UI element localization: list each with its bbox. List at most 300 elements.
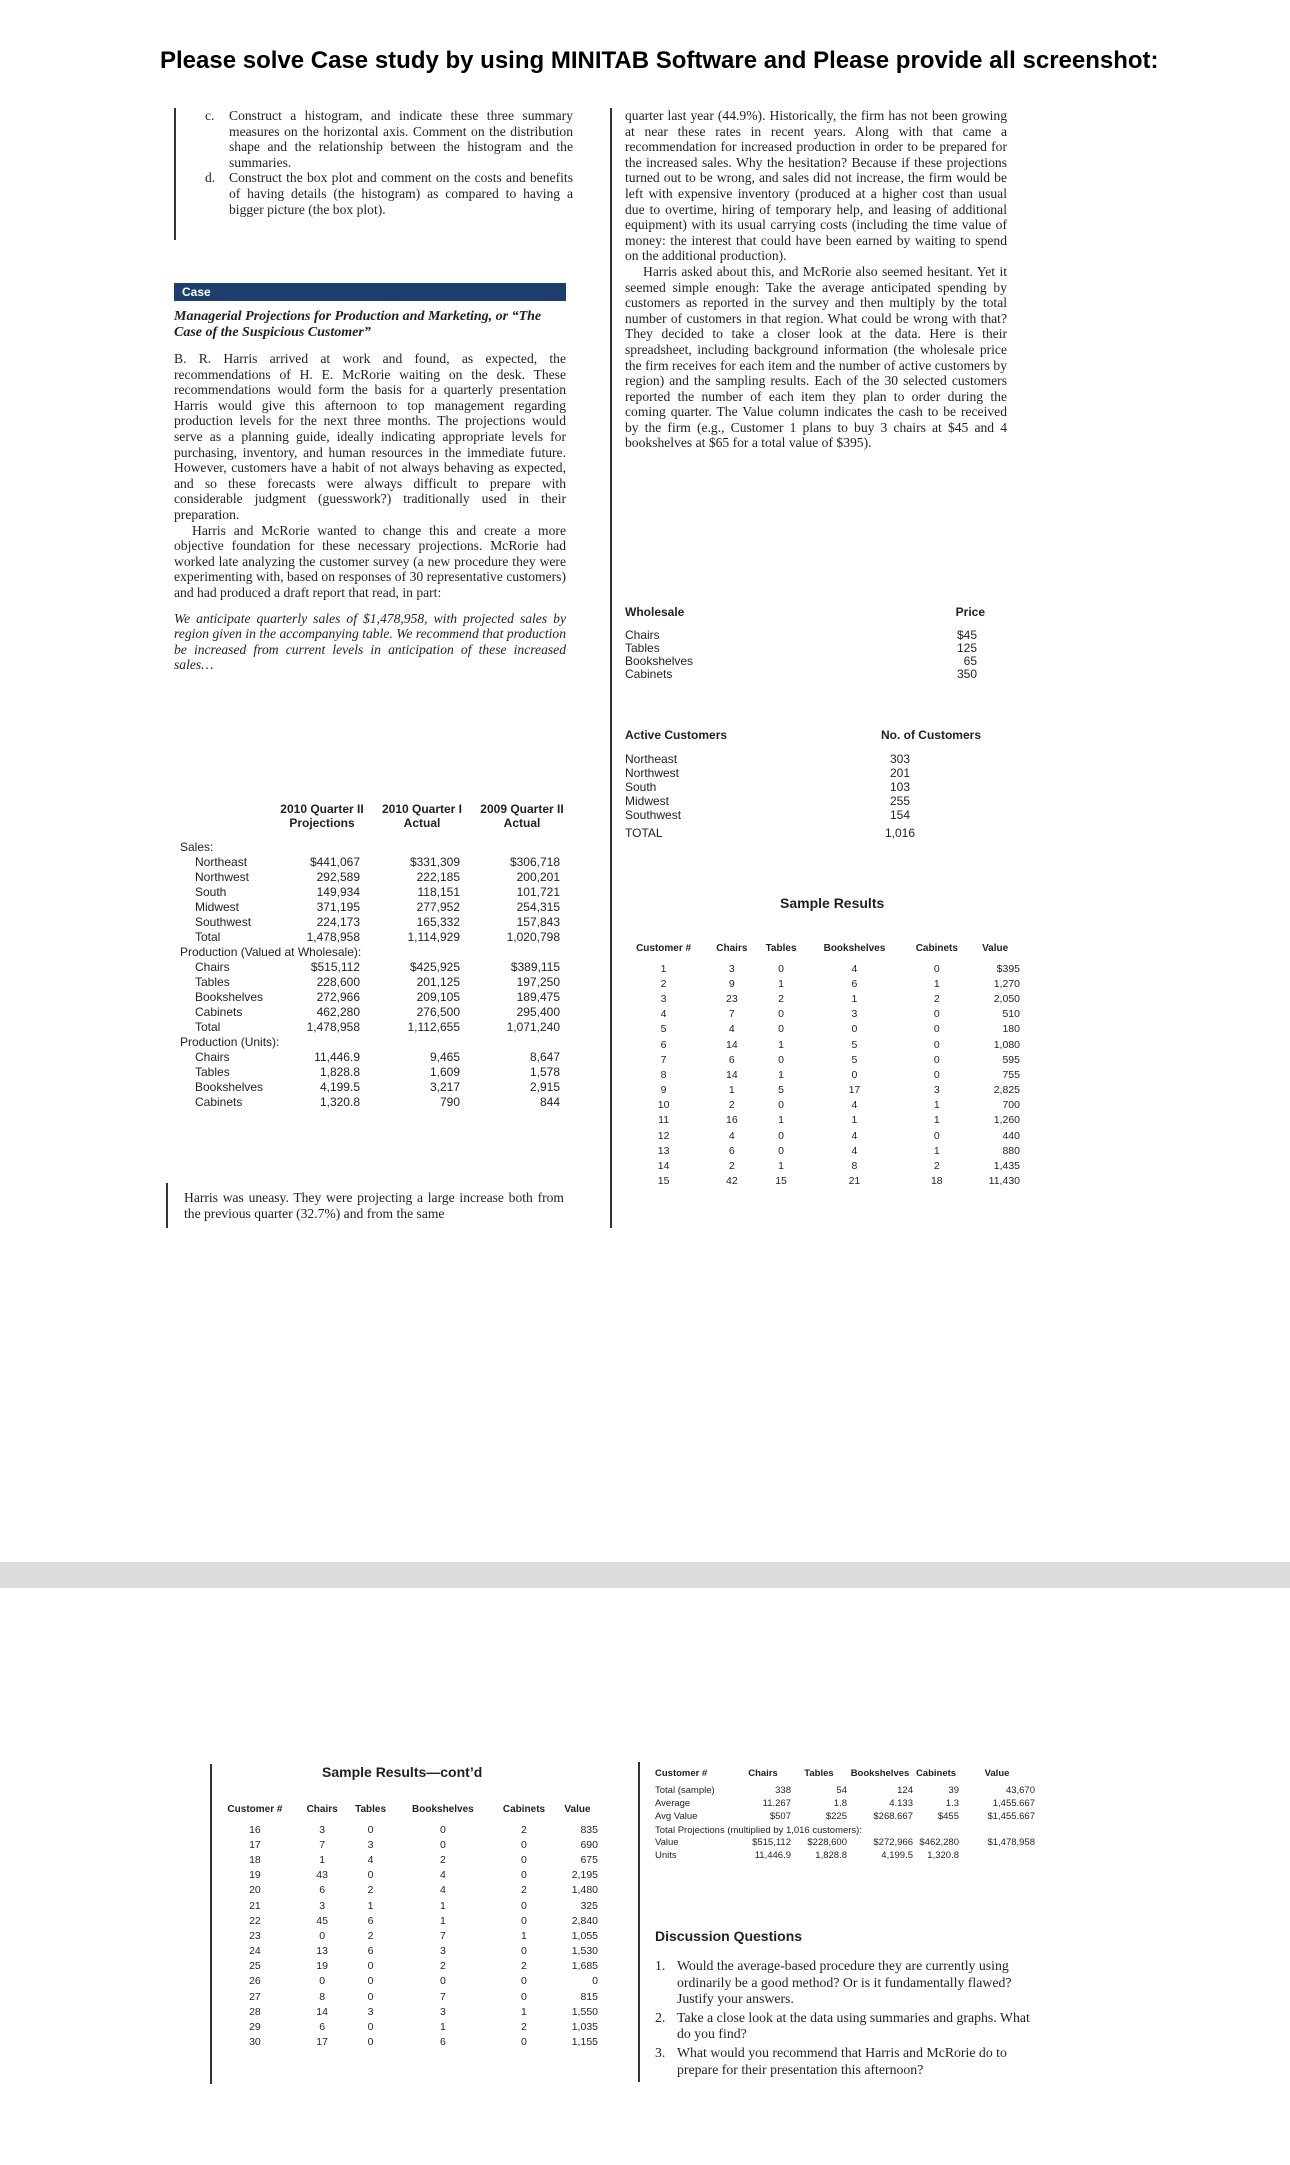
summary-cell: 39: [948, 1785, 959, 1796]
sample-header-cell: Chairs: [716, 942, 748, 954]
sample-cell: 29: [249, 2021, 261, 2034]
sample-cell: 1: [367, 1899, 374, 1912]
projection-cell: 1,071,240: [506, 1020, 560, 1034]
sample-cell: 1,435: [993, 1160, 1020, 1173]
summary-cell: 124: [897, 1785, 913, 1796]
customers-total: TOTAL 1,016: [625, 826, 915, 840]
projection-cell: $331,309: [409, 855, 460, 869]
sample-cell: 755: [1002, 1068, 1020, 1081]
paragraph-3: Harris was uneasy. They were projecting a large increase both from the previous quarter (32.7%) and from the same: [184, 1190, 564, 1221]
sample-cell: 0: [319, 1929, 326, 1942]
sample-cell: 0: [367, 1960, 374, 1973]
right-text: [625, 108, 1007, 451]
quote: We anticipate quarterly sales of $1,478,958, with projected sales by region given in the accompanying table. We recommend that production be increased from current levels in anticipation of these increased sales…: [174, 610, 566, 673]
sample-cell: 1: [728, 1084, 735, 1097]
sample-cell: 42: [726, 1175, 738, 1188]
sample-cell: 18: [930, 1175, 943, 1188]
projection-cell: 4,199.5: [319, 1080, 360, 1094]
sample-row: [620, 961, 1020, 976]
sample-cell: 5: [778, 1084, 784, 1097]
sample-cell: 1,530: [571, 1945, 598, 1958]
sample-cell: 2: [933, 992, 940, 1005]
summary-cell: $515,112: [752, 1837, 791, 1848]
sample-cell: 1: [319, 1853, 326, 1866]
sample-cell: 0: [521, 1975, 527, 1988]
sample-cell: 815: [580, 1990, 598, 2003]
projection-row: [180, 1080, 575, 1095]
sample-cell: 2: [521, 1960, 527, 1973]
sample-cell: 9: [660, 1084, 667, 1097]
summary-cell: 4,199.5: [881, 1850, 913, 1861]
sample-header-cell: Cabinets: [502, 1803, 546, 1815]
projection-col-heads: 2010 Quarter II Projections 2010 Quarter I Actual 2009 Quarter II Actual: [280, 802, 564, 830]
summary-cell: 1,320.8: [927, 1850, 959, 1861]
sample-cell: 3: [728, 962, 735, 975]
sample-cell: 180: [1002, 1023, 1020, 1036]
summary-cell: $1,478,958: [987, 1837, 1035, 1848]
sample-row: [212, 1959, 598, 1974]
projection-cell: Tables: [195, 975, 230, 989]
projection-cell: 462,280: [316, 1005, 360, 1019]
projection-row: [180, 885, 575, 900]
sample-cell: 2: [933, 1160, 940, 1173]
summary-cell: Average: [655, 1798, 691, 1809]
summary-cell: $455: [937, 1811, 959, 1822]
sample-cell: 0: [521, 2036, 527, 2049]
projection-row: [180, 1095, 575, 1110]
left-margin-rule: [174, 108, 176, 240]
sample-cell: 43: [316, 1869, 328, 1882]
projection-row: [180, 900, 575, 915]
sample-row: [620, 1022, 1020, 1037]
summary-cell: Avg Value: [655, 1811, 698, 1822]
sample-cell: 23: [249, 1929, 261, 1942]
sample-cell: 0: [778, 1099, 784, 1112]
summary-row: [655, 1810, 1035, 1823]
projection-row: [180, 990, 575, 1005]
sample-cell: 15: [775, 1175, 787, 1188]
sample-cell: 0: [778, 1053, 784, 1066]
case-title: Managerial Projections for Production and Marketing, or “The Case of the Suspicious Customer”: [174, 309, 542, 340]
summary-cell: $225: [825, 1811, 847, 1822]
sample-cell: 17: [249, 1838, 261, 1851]
projection-cell: 1,828.8: [319, 1065, 360, 1079]
sample-cell: 1: [778, 1068, 784, 1081]
projection-cell: Southwest: [195, 915, 252, 929]
sample-cell: 0: [933, 962, 940, 975]
sample-cell: 5: [851, 1038, 858, 1051]
sample-cell: 0: [439, 1975, 446, 1988]
sample-cell: 28: [249, 2005, 261, 2018]
sample-cell: 4: [367, 1853, 374, 1866]
projection-row: [180, 870, 575, 885]
customer-row: Northeast 303: [625, 752, 910, 766]
projection-row: [180, 930, 575, 945]
sample-row: [212, 1837, 598, 1852]
sample-row: [212, 1868, 598, 1883]
summary-header-cell: Value: [984, 1767, 1010, 1779]
sample-cell: 4: [851, 1099, 858, 1112]
customer-row: Southwest 154: [625, 808, 910, 822]
summary-table: Customer # Chairs Tables Bookshelves Cabinets Value Total (sample) 338 54 124 39 43,670 Average 11.267 1.8 4.133 1.3 1,455.667 Avg Value $507 $225 $268.667 $455 $1,455.667 Total Projections (multiplied by 1,016 customers): Value $515,112 $228,600 $272,966 $462,280 $1,478,958 Units 11,446.9 1,828.8 4,199.5 1,320.8: [655, 1767, 1035, 1861]
projection-cell: 1,478,958: [306, 1020, 360, 1034]
sample-cell: 2,840: [571, 1914, 598, 1927]
sample-cell: 0: [521, 1914, 527, 1927]
page-divider: [0, 1562, 1290, 1588]
projection-cell: 3,217: [429, 1080, 460, 1094]
projection-cell: 1,114,929: [407, 930, 460, 944]
sample-cell: 7: [439, 1990, 446, 2003]
sample-cell: 19: [316, 1960, 328, 1973]
sample-cell: 1: [851, 1114, 858, 1127]
sample-header-cell: Value: [982, 942, 1009, 954]
projection-cell: 201,125: [416, 975, 460, 989]
sample-row: [212, 1913, 598, 1928]
sample-header-cell: Customer #: [227, 1803, 283, 1815]
sample-cell: 14: [657, 1160, 670, 1173]
sample-cell: 4: [851, 1144, 858, 1157]
sample-cell: 21: [249, 1899, 261, 1912]
sample-results-cont-title: Sample Results—cont’d: [322, 1764, 483, 1780]
sample-cell: 0: [778, 1129, 784, 1142]
sample-cell: 675: [580, 1853, 598, 1866]
summary-cell: Value: [655, 1837, 679, 1848]
customer-row: Northwest 201: [625, 766, 910, 780]
sample-cell: 7: [728, 1008, 735, 1021]
sample-cell: 0: [521, 1869, 527, 1882]
sample-cell: 15: [657, 1175, 670, 1188]
sample-cell: 1: [933, 977, 940, 990]
sample-cell: 1,080: [993, 1038, 1020, 1051]
sample-cell: 23: [726, 992, 738, 1005]
sample-cell: 690: [580, 1838, 598, 1851]
projection-cell: 292,589: [316, 870, 360, 884]
projection-cell: 2,915: [529, 1080, 560, 1094]
sample-cell: 20: [249, 1884, 261, 1897]
sample-cell: 4: [728, 1129, 735, 1142]
sample-cell: 595: [1002, 1053, 1020, 1066]
customers-table: Active Customers No. of Customers Northeast 303 Northwest 201 South 103 Midwest 255 Southwest 154 TOTAL 1,016: [625, 728, 1005, 840]
sample-cell: 3: [439, 1945, 446, 1958]
projection-cell: 197,250: [516, 975, 560, 989]
sample-cell: 17: [848, 1084, 861, 1097]
sample-cell: 0: [933, 1053, 940, 1066]
sample-cell: 1: [778, 1114, 784, 1127]
sample-cell: 1: [933, 1144, 940, 1157]
sample-cell: 0: [851, 1023, 858, 1036]
sample-cell: 3: [933, 1084, 940, 1097]
sample-cell: 6: [367, 1945, 374, 1958]
sample-cell: 0: [439, 1823, 446, 1836]
sample-cell: 18: [249, 1853, 261, 1866]
summary-cell: 4.133: [889, 1798, 913, 1809]
sample-cell: 14: [726, 1038, 738, 1051]
wholesale-table: Wholesale Price Chairs $45 Tables 125 Bookshelves 65 Cabinets 350: [625, 605, 1005, 681]
discussion-title: Discussion Questions: [655, 1928, 803, 1944]
projection-cell: 101,721: [516, 885, 560, 899]
sample-row: [620, 1098, 1020, 1113]
sample-cell: 6: [367, 1914, 374, 1927]
sample-cell: 0: [367, 2021, 374, 2034]
sample-cell: 45: [316, 1914, 328, 1927]
projection-cell: $515,112: [310, 960, 360, 974]
summary-cell: $272,966: [873, 1837, 913, 1848]
projection-cell: 9,465: [429, 1050, 460, 1064]
wholesale-row: Bookshelves 65: [625, 654, 977, 668]
sample-cell: 26: [249, 1975, 261, 1988]
sample-header-cell: Bookshelves: [823, 942, 886, 954]
summary-cell: 1.3: [945, 1798, 959, 1809]
sample-cell: 0: [521, 1838, 527, 1851]
sample-cell: 12: [657, 1129, 670, 1142]
sample-header-cell: Tables: [355, 1803, 387, 1815]
sample-cell: 3: [367, 1838, 374, 1851]
projection-cell: 295,400: [516, 1005, 560, 1019]
sample-cell: 4: [851, 1129, 858, 1142]
sample-cell: 4: [728, 1023, 735, 1036]
projection-cell: 189,475: [516, 990, 560, 1004]
sample-cell: 1,270: [993, 977, 1020, 990]
summary-cell: $268.667: [873, 1811, 913, 1822]
projection-cell: 272,966: [316, 990, 360, 1004]
projection-cell: 1,609: [429, 1065, 460, 1079]
sample-cell: 2,825: [993, 1084, 1020, 1097]
projection-section-title: Production (Valued at Wholesale):: [180, 945, 362, 959]
sample-cell: 325: [580, 1899, 598, 1912]
projection-cell: 157,843: [516, 915, 560, 929]
sample-header-cell: Value: [564, 1803, 591, 1815]
case-label: Case: [174, 283, 566, 301]
projection-cell: 1,320.8: [319, 1095, 360, 1109]
sample-cell: 1,035: [571, 2021, 598, 2034]
sample-cell: 6: [660, 1038, 667, 1051]
sample-cell: 0: [592, 1975, 598, 1988]
wholesale-row: Cabinets 350: [625, 667, 977, 681]
projection-cell: Total: [195, 1020, 221, 1034]
sample-cell: 1,260: [993, 1114, 1020, 1127]
sample-cell: 1: [660, 962, 667, 975]
sample-row: [212, 1883, 598, 1898]
case-block: [174, 283, 566, 673]
projection-table: [180, 800, 575, 1110]
sample-row: [620, 1174, 1020, 1189]
second-right-rule: [638, 1762, 640, 2082]
summary-cell: 11.267: [762, 1798, 791, 1809]
projection-cell: Bookshelves: [195, 1080, 264, 1094]
summary-header-cell: Tables: [804, 1767, 834, 1779]
projection-cell: 11,446.9: [314, 1050, 360, 1064]
projection-row: [180, 1050, 575, 1065]
projection-cell: $441,067: [309, 855, 360, 869]
paragraph-2: Harris and McRorie wanted to change this and create a more objective foundation for these necessary projections. McRorie had worked late analyzing the customer survey (a new procedure they were experimenting with, based on responses of 30 representative customers) and had produced a draft report that read, in part:: [174, 522, 566, 600]
summary-header-cell: Chairs: [748, 1767, 778, 1779]
sample-cell: 2: [660, 977, 667, 990]
sample-cell: 14: [726, 1068, 738, 1081]
customer-row: Midwest 255: [625, 794, 910, 808]
sample-cell: 2,195: [571, 1869, 598, 1882]
sample-cell: 1,480: [571, 1884, 598, 1897]
sample-cell: 2: [778, 992, 784, 1005]
projection-cell: Cabinets: [195, 1005, 243, 1019]
sample-cell: 0: [933, 1038, 940, 1051]
sample-cell: 11: [658, 1114, 670, 1127]
projection-cell: 222,185: [416, 870, 460, 884]
sample-header-cell: Customer #: [636, 942, 692, 954]
right-paragraph-1: quarter last year (44.9%). Historically, the firm has not been growing at near these rates in recent years. Along with that came a recommendation for increased production in order to be prepared for the increased sales. Why the hesitation? Because if these projections turned out to be wrong, and sales did not increase, the firm would be left with expensive inventory (produced at a higher cost than usual due to overtime, hiring of temporary help, and leasing of additional equipment) with its usual carrying costs (including the time value of money: the interest that could have been earned by waiting to spend on the additional production).: [625, 108, 1007, 264]
questions-top: [205, 108, 573, 217]
projection-cell: Chairs: [195, 1050, 230, 1064]
projection-cell: 276,500: [416, 1005, 460, 1019]
projection-cell: 118,151: [417, 885, 460, 899]
sample-results-title: Sample Results: [780, 895, 885, 911]
sample-row: [620, 1158, 1020, 1173]
sample-row: [212, 1898, 598, 1913]
projection-cell: 1,478,958: [306, 930, 360, 944]
projection-row: [180, 915, 575, 930]
projection-cell: 371,195: [316, 900, 360, 914]
sample-cell: 2: [521, 2021, 527, 2034]
sample-cell: 0: [367, 2036, 374, 2049]
sample-cell: 1,155: [571, 2036, 598, 2049]
summary-cell: $462,280: [919, 1837, 959, 1848]
sample-cell: 0: [778, 1023, 784, 1036]
sample-row: [620, 1037, 1020, 1052]
sample-row: [212, 2004, 598, 2019]
discussion-section: [655, 1928, 1040, 2080]
projection-cell: 200,201: [516, 870, 560, 884]
sample-header-cell: Bookshelves: [412, 1803, 474, 1815]
sample-cell: 700: [1002, 1099, 1020, 1112]
sample-cell: 510: [1002, 1008, 1020, 1021]
sample-cell: 2: [521, 1884, 527, 1897]
sample-cell: 0: [521, 1945, 527, 1958]
sample-cell: 27: [249, 1990, 261, 2003]
projection-row: [180, 1005, 575, 1020]
sample-cell: 8: [660, 1068, 667, 1081]
sample-row: [212, 2035, 598, 2050]
right-paragraph-2: Harris asked about this, and McRorie also seemed hesitant. Yet it seemed simple enough: Take the average anticipated spending by customers as reported in the survey and then multiply by the total number of customers in that region. What could be wrong with that? They decided to take a closer look at the data. Here is their spreadsheet, including background information (the wholesale price the firm receives for each item and the number of active customers by region) and the sampling results. Each of the 30 selected customers reported the number of each item they plan to order during the coming quarter. The Value column indicates the cash to be received by the firm (e.g., Customer 1 plans to buy 3 chairs at $45 and 4 bookshelves at $65 for a total value of $395).: [625, 263, 1007, 451]
sample-cell: 7: [319, 1838, 326, 1851]
sample-cell: 6: [439, 2036, 446, 2049]
projection-cell: $389,115: [510, 960, 560, 974]
projection-cell: Total: [195, 930, 221, 944]
sample-cell: 2,050: [993, 992, 1020, 1005]
projection-cell: 8,647: [529, 1050, 560, 1064]
sample-row: [212, 1944, 598, 1959]
summary-row: [655, 1849, 1035, 1862]
sample-cell: 1: [778, 1160, 784, 1173]
projection-cell: 1,020,798: [506, 930, 560, 944]
sample-row: [620, 976, 1020, 991]
projection-row: [180, 975, 575, 990]
sample-header-cell: Chairs: [306, 1803, 338, 1815]
sample-cell: 0: [521, 1853, 527, 1866]
paragraph-1: B. R. Harris arrived at work and found, as expected, the recommendations of H. E. McRorie waiting on the desk. These recommendations would form the basis for a quarterly presentation Harris would give this afternoon to top management regarding production levels for the next three months. The projections would serve as a planning guide, ideally indicating appropriate levels for purchasing, inventory, and human resources in the immediate future. However, customers have a habit of not always behaving as expected, and so these forecasts were always difficult to prepare with considerable judgment (guesswork?) traditionally used in their preparation.: [174, 351, 566, 522]
summary-cell: 338: [775, 1785, 791, 1796]
sample-row: [620, 1113, 1020, 1128]
sample-cell: 1,550: [571, 2005, 598, 2018]
sample-cell: 880: [1002, 1144, 1020, 1157]
right-column-rule: [610, 108, 612, 1228]
projection-cell: South: [195, 885, 227, 899]
sample-row: [620, 1007, 1020, 1022]
sample-cell: 0: [933, 1023, 940, 1036]
projection-row: [180, 855, 575, 870]
summary-cell: Total (sample): [655, 1785, 715, 1796]
sample-results-table-1: [620, 935, 1020, 1189]
sample-row: [212, 1974, 598, 1989]
sample-cell: 2: [728, 1160, 735, 1173]
discussion-question: 1. Would the average-based procedure they are currently using ordinarily be a good method? Or is it fundamentally flawed? Justify your answers.: [655, 1958, 1012, 2007]
summary-cell: 54: [836, 1785, 847, 1796]
summary-row: [655, 1784, 1035, 1797]
sample-cell: 30: [249, 2036, 261, 2049]
sample-cell: 24: [249, 1945, 261, 1958]
sample-row: [620, 1083, 1020, 1098]
sample-cell: 6: [851, 977, 858, 990]
sample-cell: 2: [521, 1823, 527, 1836]
projection-cell: 228,600: [316, 975, 360, 989]
sample-row: [620, 1052, 1020, 1067]
summary-cell: $228,600: [807, 1837, 847, 1848]
summary-cell: 1,455.667: [992, 1798, 1035, 1809]
sample-cell: 2: [367, 1884, 374, 1897]
sample-cell: 1: [933, 1114, 940, 1127]
page-header: Please solve Case study by using MINITAB Software and Please provide all screenshot:: [160, 47, 1159, 74]
projection-section-title: Production (Units):: [180, 1035, 280, 1049]
sample-cell: 13: [316, 1945, 328, 1958]
projection-cell: 254,315: [516, 900, 560, 914]
projection-cell: Midwest: [195, 900, 240, 914]
summary-header-cell: Cabinets: [915, 1767, 957, 1779]
sample-cell: 1: [439, 1914, 446, 1927]
projection-row: [180, 960, 575, 975]
projection-row: [180, 1065, 575, 1080]
question-d: d. Construct the box plot and comment on the costs and benefits of having details (the histogram) as compared to having a bigger picture (the box plot).: [205, 170, 573, 217]
sample-header-cell: Cabinets: [915, 942, 958, 954]
projection-cell: $425,925: [409, 960, 460, 974]
sample-cell: 8: [319, 1990, 326, 2003]
sample-cell: 835: [580, 1823, 598, 1836]
sample-cell: 22: [249, 1914, 261, 1927]
projection-cell: Cabinets: [195, 1095, 243, 1109]
sample-cell: 3: [439, 2005, 446, 2018]
sample-cell: 2: [728, 1099, 735, 1112]
sample-cell: 5: [851, 1053, 858, 1066]
projection-cell: 1,112,655: [407, 1020, 460, 1034]
summary-cell: 43,670: [1005, 1785, 1035, 1796]
sample-cell: 13: [657, 1144, 670, 1157]
sample-cell: 3: [660, 992, 667, 1005]
sample-cell: 3: [367, 2005, 374, 2018]
sample-cell: 9: [728, 977, 735, 990]
sample-cell: 1: [439, 2021, 446, 2034]
sample-row: [212, 1822, 598, 1837]
sample-cell: 1,685: [571, 1960, 598, 1973]
discussion-question: 2. Take a close look at the data using summaries and graphs. What do you find?: [655, 2009, 1030, 2042]
sample-cell: 2: [439, 1853, 446, 1866]
summary-row: [655, 1836, 1035, 1849]
sample-cell: 0: [367, 1869, 374, 1882]
sample-cell: 19: [249, 1869, 261, 1882]
projection-cell: Tables: [195, 1065, 230, 1079]
projection-cell: $306,718: [509, 855, 560, 869]
projection-cell: 1,578: [529, 1065, 560, 1079]
projection-cell: Northwest: [195, 870, 250, 884]
sample-cell: 1: [851, 992, 858, 1005]
sample-cell: 0: [367, 1975, 374, 1988]
projection-cell: 277,952: [416, 900, 460, 914]
